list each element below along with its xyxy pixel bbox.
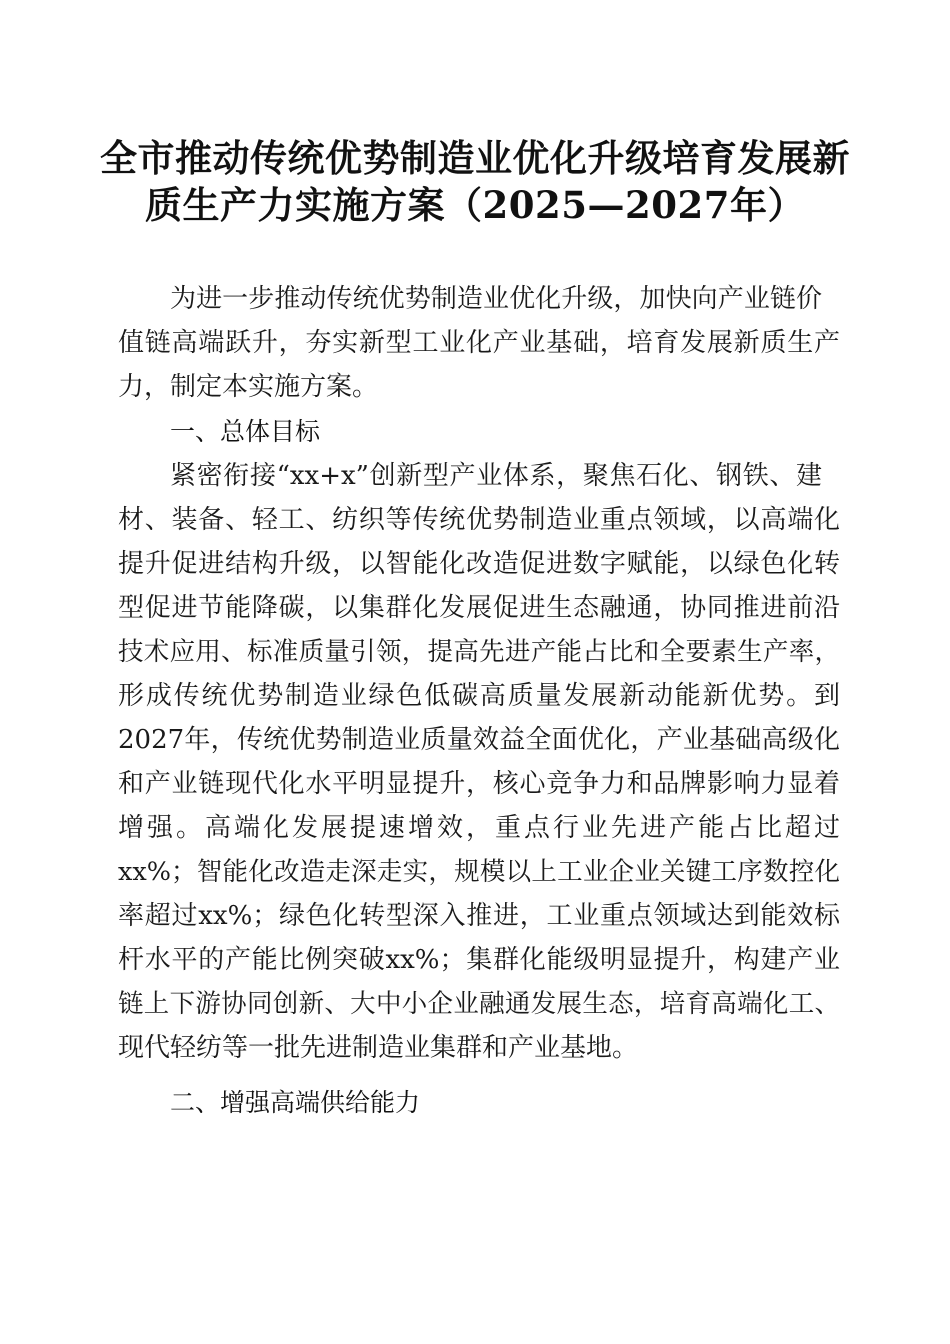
section1-paragraph-line: 杆水平的产能比例突破xx%；集群化能级明显提升，构建产业 xyxy=(118,945,840,975)
section1-paragraph-line: 技术应用、标准质量引领，提高先进产能占比和全要素生产率， xyxy=(118,637,840,667)
intro-paragraph-line: 值链高端跃升，夯实新型工业化产业基础，培育发展新质生产 xyxy=(118,328,840,358)
section-heading-overall-goals: 一、总体目标 xyxy=(170,417,321,446)
document-title-line-2: 质生产力实施方案（2025—2027年） xyxy=(145,183,805,227)
section1-paragraph-line: 链上下游协同创新、大中小企业融通发展生态，培育高端化工、 xyxy=(118,989,840,1019)
section1-paragraph-line: 型促进节能降碳，以集群化发展促进生态融通，协同推进前沿 xyxy=(118,593,840,623)
section1-paragraph-line: 增强。高端化发展提速增效，重点行业先进产能占比超过 xyxy=(118,813,840,843)
intro-paragraph-line: 为进一步推动传统优势制造业优化升级，加快向产业链价 xyxy=(170,284,822,314)
section1-paragraph-line: xx%；智能化改造走深走实，规模以上工业企业关键工序数控化 xyxy=(118,857,840,887)
section1-paragraph-line: 提升促进结构升级，以智能化改造促进数字赋能，以绿色化转 xyxy=(118,549,840,579)
section1-paragraph-line: 2027年，传统优势制造业质量效益全面优化，产业基础高级化 xyxy=(118,725,840,755)
document-title-line-1: 全市推动传统优势制造业优化升级培育发展新 xyxy=(100,136,850,180)
section1-paragraph-line: 现代轻纺等一批先进制造业集群和产业基地。 xyxy=(118,1033,639,1063)
section-heading-high-end-supply: 二、增强高端供给能力 xyxy=(170,1088,421,1117)
section1-paragraph-line: 形成传统优势制造业绿色低碳高质量发展新动能新优势。到 xyxy=(118,681,840,711)
section1-paragraph-line: 紧密衔接“xx+x”创新型产业体系，聚焦石化、钢铁、建 xyxy=(170,461,822,491)
section1-paragraph-line: 材、装备、轻工、纺织等传统优势制造业重点领域，以高端化 xyxy=(118,505,840,535)
intro-paragraph-line: 力，制定本实施方案。 xyxy=(118,372,379,402)
section1-paragraph-line: 和产业链现代化水平明显提升，核心竞争力和品牌影响力显着 xyxy=(118,769,840,799)
section1-paragraph-line: 率超过xx%；绿色化转型深入推进，工业重点领域达到能效标 xyxy=(118,901,840,931)
